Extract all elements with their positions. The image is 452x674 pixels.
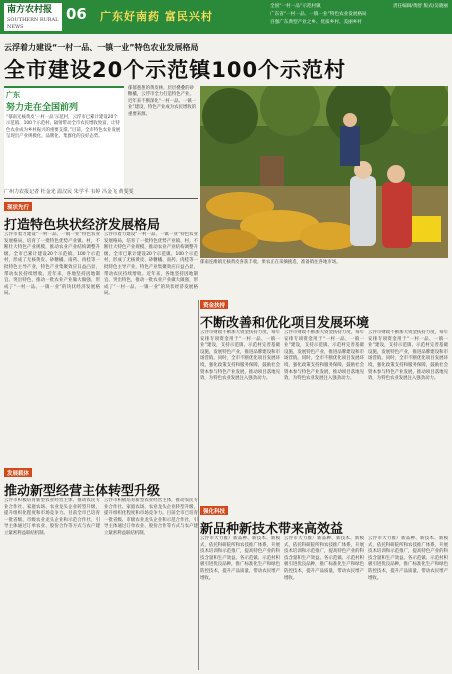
section-text-4: 云浮市大力推广新品种、新技术、新模式，依托科研院所和农技推广体系，开展技术培训和示范推广，提高特色产业的科技含量和生产效益。各示范镇、示范村积极引进优良品种，推广标准化生产和绿色防控技术，提升产品质量，带动农民增产增收。 [200, 536, 280, 581]
section-text-2: 云浮市财政不断加大资金扶持力度，每年安排专项资金用于“一村一品、一镇一业”建设，支持示范镇、示范村完善基础设施，发展特色产业，推进品牌建设和市场营销。同时，全市不断优化项目发展环境，强化政策支持和服务保障，鼓励社会资本参与特色产业发展，推动项目落地见效，为特色农业发展注入强劲动力。 [200, 330, 280, 382]
section-title: 广东好南药 富民兴村 [100, 10, 213, 23]
section-text-1: 云浮市着力建设“一村一品、一镇一业”特色农业发展格局，培育了一批特色优势产业镇、村，不断壮大特色产业规模，推动农业产业结构调整升级。全市已累计建设20个示范镇、100个示范村，形成了无核黄皮、砂糖橘、南药、肉桂等一批特色主导产业，特色产业集聚效应日益凸显，带动农民持续增收。近年来，各地坚持因地制宜、突出特色，推动一批农业产业做大做强，形成了“一村一品、一镇一业”的块状经济发展格局。 [4, 232, 100, 297]
headline: 全市建设20个示范镇100个示范村 [4, 58, 347, 82]
campaign-box [4, 86, 124, 196]
section-tag-3: 发展载体 [4, 468, 32, 477]
masthead [0, 0, 452, 34]
lead-text: 郁郁葱葱的黄皮林，层层叠叠的砂糖橘，云浮市全力打造特色产业，近年来不断深化“一村一品、一镇一业”建设，特色产业成为农民增收的重要来源。 [128, 86, 197, 117]
section-text-4c: 云浮市大力推广新品种、新技术、新模式，依托科研院所和农技推广体系，开展技术培训和示范推广，提高特色产业的科技含量和生产效益。各示范镇、示范村积极引进优良品种，推广标准化生产和绿色防控技术，提升产品质量，带动农民增产增收。 [368, 536, 448, 581]
divider [4, 198, 198, 199]
slogan-2: 广东省“一村一品、一镇一业”特色农业发展格局 [270, 12, 367, 17]
section-text-4b: 云浮市大力推广新品种、新技术、新模式，依托科研院所和农技推广体系，开展技术培训和示范推广，提高特色产业的科技含量和生产效益。各示范镇、示范村积极引进优良品种，推广标准化生产和绿色防控技术，提升产品质量，带动农民增产增收。 [284, 536, 364, 581]
slogan-1: 全国“一村一品”示范村镇 [270, 4, 321, 9]
column-rule [198, 300, 199, 670]
harvest-photo-image [200, 86, 448, 258]
section-tag-4: 强化科技 [200, 506, 228, 515]
byline: 广州力农报记者 杜金光 温汉民 朱学平 韦婷 冯金飞 黄雯雯 [4, 189, 134, 195]
section-title-3: 推动新型经营主体转型升级 [4, 484, 161, 499]
campaign-text: “郁南无核黄皮‘一村一品’示范村，云浮市已累计建设20个示范镇、100个示范村，辐射带动全市农民增收致富，让特色农业成为乡村振兴的重要支撑。”目前，全市特色农业发展呈现出产业规模化、品牌化、集群化的良好态势。 [6, 115, 121, 140]
kicker: 云浮着力建设“一村一品、一镇一业”特色农业发展格局 [4, 43, 199, 52]
section-title-4: 新品种新技术带来高效益 [200, 522, 344, 537]
editor-line: 责任编辑/黄舒 版式/吴晓丽 [392, 4, 448, 9]
section-title-2: 不断改善和优化项目发展环境 [200, 316, 370, 331]
paper-sub: SOUTHERN RURAL NEWS [7, 17, 59, 30]
harvest-photo [200, 86, 448, 258]
section-text-3b: 云浮市积极培育新型农业经营主体，推动农民专业合作社、家庭农场、农业龙头企业转型升级，提升组织化程度和市场竞争力。目前全市已培育一批省级、市级农业龙头企业和示范合作社，引导主体通过订单农业、股份合作等方式与农户建立紧密利益联结机制。 [104, 498, 198, 536]
slogans [270, 3, 380, 27]
slogan-3: 百强广东典型产业之乡、优质乡村、美丽乡村 [270, 20, 362, 25]
section-text-3: 云浮市积极培育新型农业经营主体，推动农民专业合作社、家庭农场、农业龙头企业转型升级，提升组织化程度和市场竞争力。目前全市已培育一批省级、市级农业龙头企业和示范合作社，引导主体通过订单农业、股份合作等方式与农户建立紧密利益联结机制。 [4, 498, 100, 536]
section-tag-2: 资金扶持 [200, 300, 228, 309]
section-text-2b: 云浮市财政不断加大资金扶持力度，每年安排专项资金用于“一村一品、一镇一业”建设，支持示范镇、示范村完善基础设施，发展特色产业，推进品牌建设和市场营销。同时，全市不断优化项目发展环境，强化政策支持和服务保障，鼓励社会资本参与特色产业发展，推动项目落地见效，为特色农业发展注入强劲动力。 [284, 330, 364, 382]
campaign-tagline: 努力走在全国前列 [6, 103, 79, 113]
paper-name: 南方农村报 [7, 5, 53, 15]
section-tag-1: 现状先行 [4, 202, 32, 211]
campaign-logo: 广东 [6, 91, 20, 99]
section-title-1: 打造特色块状经济发展格局 [4, 218, 161, 233]
section-text-2c: 云浮市财政不断加大资金扶持力度，每年安排专项资金用于“一村一品、一镇一业”建设，支持示范镇、示范村完善基础设施，发展特色产业，推进品牌建设和市场营销。同时，全市不断优化项目发展环境，强化政策支持和服务保障，鼓励社会资本参与特色产业发展，推动项目落地见效，为特色农业发展注入强劲动力。 [368, 330, 448, 382]
photo-caption: 郁南连滩镇无核黄皮喜获丰收，果农正在采摘挑选，准备销往各地市场。 [200, 260, 341, 265]
section-text-1b: 云浮市着力建设“一村一品、一镇一业”特色农业发展格局，培育了一批特色优势产业镇、村，不断壮大特色产业规模，推动农业产业结构调整升级。全市已累计建设20个示范镇、100个示范村，形成了无核黄皮、砂糖橘、南药、肉桂等一批特色主导产业，特色产业集聚效应日益凸显，带动农民持续增收。近年来，各地坚持因地制宜、突出特色，推动一批农业产业做大做强，形成了“一村一品、一镇一业”的块状经济发展格局。 [104, 232, 198, 297]
paper-logo [4, 3, 62, 31]
page-number: 06 [66, 5, 87, 23]
